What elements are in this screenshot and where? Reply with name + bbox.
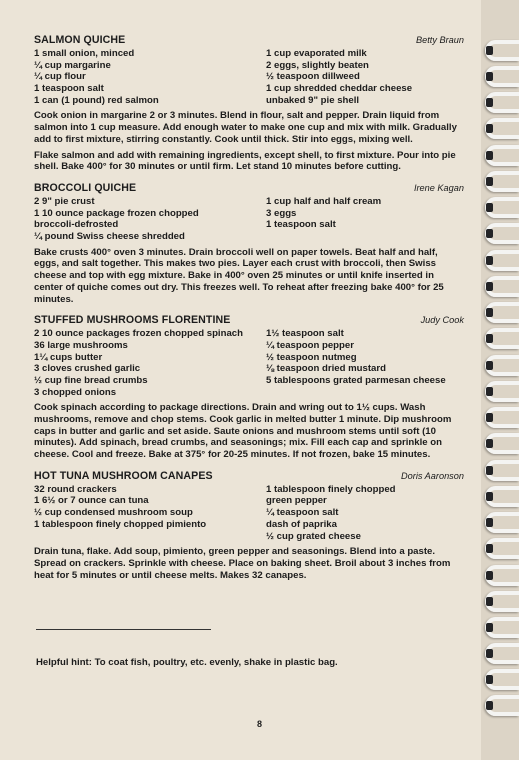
recipe-author: Betty Braun — [415, 35, 464, 45]
ingredient-item: 2 10 ounce packages frozen chopped spinach — [34, 328, 243, 340]
helpful-hint: Helpful hint: To coat fish, poultry, etc. evenly, shake in plastic bag. — [36, 657, 338, 668]
ingredient-column — [34, 328, 266, 398]
ingredient-item: 1 cup shredded cheddar cheese — [266, 83, 413, 95]
ingredient-item: 3 cloves crushed garlic — [34, 363, 141, 375]
ingredient-item: unbaked 9" pie shell — [266, 94, 360, 106]
punch-hole — [486, 413, 493, 422]
punch-hole — [486, 649, 493, 658]
punch-hole — [486, 124, 493, 133]
recipe — [34, 182, 464, 305]
recipe-author: Irene Kagan — [413, 182, 464, 193]
ingredient-item: 1¼ cups butter — [34, 351, 103, 363]
punch-hole — [486, 623, 493, 632]
punch-hole — [486, 308, 493, 317]
punch-hole — [486, 46, 493, 55]
ingredient-item: 3 chopped onions — [34, 386, 117, 398]
ingredients — [34, 328, 464, 398]
ingredient-item: broccoli-defrosted — [34, 219, 119, 231]
recipe — [34, 34, 464, 173]
binding-ring — [485, 407, 519, 428]
recipes-content — [34, 34, 464, 590]
binding-ring — [485, 328, 519, 349]
binding-ring — [485, 40, 519, 61]
punch-hole — [486, 518, 493, 527]
binding-ring — [485, 512, 519, 533]
binding-ring — [485, 250, 519, 271]
ingredient-column — [266, 48, 464, 107]
ingredients — [34, 484, 464, 543]
punch-hole — [486, 203, 493, 212]
recipe-title: SALMON QUICHE — [34, 34, 126, 46]
punch-hole — [486, 701, 493, 710]
ingredient-item: ½ cup fine bread crumbs — [34, 374, 148, 386]
punch-hole — [486, 256, 493, 265]
ingredients — [34, 48, 464, 107]
recipe-directions: Flake salmon and add with remaining ingredients, except shell, to first mixture. Pour into pie shell. Bake 400° for 30 minutes or until firm. Let stand 10 minutes before cutting. — [34, 149, 456, 173]
punch-hole — [486, 334, 493, 343]
recipe-title: STUFFED MUSHROOMS FLORENTINE — [34, 314, 231, 327]
punch-hole — [486, 675, 493, 684]
ingredient-item: ⅛ teaspoon dried mustard — [266, 363, 386, 375]
ingredient-column — [34, 196, 266, 243]
page-number: 8 — [256, 719, 262, 729]
ingredient-column — [266, 484, 464, 543]
punch-hole — [486, 597, 493, 606]
ingredient-item: 3 eggs — [266, 207, 297, 219]
binding-ring — [485, 591, 519, 612]
ingredient-item: ¼ pound Swiss cheese shredded — [34, 230, 185, 242]
ingredient-item: 1 small onion, minced — [34, 47, 135, 59]
ingredient-item: ¼ teaspoon pepper — [266, 339, 354, 351]
recipe-directions: Bake crusts 400° oven 3 minutes. Drain broccoli well on paper towels. Beat half and half, eggs, and salt together. This makes two pies. Layer each crust with broccoli, then Swiss cheese and top with egg mixture. Bake in 400° oven 25 minutes or until knife inserted in center of quiche comes out dry. This freezes well. To reheat after freezing bake 400° for 25 minutes. — [34, 246, 444, 305]
punch-hole — [486, 439, 493, 448]
ingredient-item: ½ cup grated cheese — [266, 530, 361, 542]
ingredient-item: 1 tablespoon finely chopped — [266, 483, 396, 495]
binding-ring — [485, 381, 519, 402]
binding-ring — [485, 66, 519, 87]
recipe — [34, 470, 464, 582]
ingredient-item: 1 cup evaporated milk — [266, 47, 367, 59]
punch-hole — [486, 72, 493, 81]
ingredient-item: green pepper — [266, 495, 327, 507]
binding-ring — [485, 92, 519, 113]
punch-hole — [486, 282, 493, 291]
punch-hole — [486, 98, 493, 107]
binding-ring — [485, 617, 519, 638]
binding-ring — [485, 433, 519, 454]
binding-ring — [485, 302, 519, 323]
spiral-binding — [481, 0, 519, 760]
ingredient-item: 1 teaspoon salt — [34, 83, 104, 95]
ingredient-item: 1½ teaspoon salt — [266, 328, 344, 340]
ingredient-item: ¼ cup flour — [34, 71, 86, 83]
binding-ring — [485, 460, 519, 481]
recipe-author: Doris Aaronson — [401, 470, 464, 481]
ingredients — [34, 196, 464, 243]
punch-hole — [486, 466, 493, 475]
binding-ring — [485, 565, 519, 586]
recipe-header — [34, 182, 464, 195]
ingredient-column — [266, 328, 464, 398]
ingredient-item: dash of paprika — [266, 518, 337, 530]
punch-hole — [486, 177, 493, 186]
binding-ring — [485, 276, 519, 297]
binding-ring — [485, 643, 519, 664]
punch-hole — [486, 387, 493, 396]
recipe-title: HOT TUNA MUSHROOM CANAPES — [34, 469, 213, 482]
punch-hole — [486, 492, 493, 501]
ingredient-item: 1 can (1 pound) red salmon — [34, 94, 159, 106]
ingredient-item: 36 large mushrooms — [34, 339, 128, 351]
ingredient-column — [266, 196, 464, 243]
binding-ring — [485, 695, 519, 716]
punch-hole — [486, 361, 493, 370]
ingredient-item: ¼ cup margarine — [34, 59, 111, 71]
ingredient-item: 1 teaspoon salt — [266, 219, 336, 231]
ingredient-item: ½ teaspoon dillweed — [266, 71, 360, 83]
ingredient-item: 1 10 ounce package frozen chopped — [34, 207, 199, 219]
ingredient-item: ¼ teaspoon salt — [266, 507, 339, 519]
ingredient-item: 2 9" pie crust — [34, 195, 95, 207]
ingredient-item: 32 round crackers — [34, 483, 117, 495]
binding-ring — [485, 197, 519, 218]
recipe-title: BROCCOLI QUICHE — [34, 181, 137, 194]
ingredient-item: ½ cup condensed mushroom soup — [34, 507, 193, 519]
recipe-directions: Cook onion in margarine 2 or 3 minutes. Blend in flour, salt and pepper. Drain liquid from salmon into 1 cup measure. Add enough water to make one cup and mix with milk. Gradually add to first mixture, stirring constantly. Cook until thick. Stir into eggs, mixing well. — [34, 110, 457, 145]
binding-ring — [485, 171, 519, 192]
divider-line — [36, 629, 211, 630]
ingredient-column — [34, 48, 266, 107]
ingredient-item: 1 6½ or 7 ounce can tuna — [34, 495, 149, 507]
recipe-header — [34, 470, 464, 483]
ingredient-item: 2 eggs, slightly beaten — [266, 59, 369, 71]
binding-ring — [485, 145, 519, 166]
recipe-author: Judy Cook — [420, 315, 464, 326]
ingredient-column — [34, 484, 266, 543]
ingredient-item: 1 tablespoon finely chopped pimiento — [34, 518, 207, 530]
punch-hole — [486, 151, 493, 160]
ingredient-item: 5 tablespoons grated parmesan cheese — [266, 374, 446, 386]
recipe-header — [34, 314, 464, 327]
recipe-directions: Drain tuna, flake. Add soup, pimiento, green pepper and seasonings. Blend into a paste. Spread on crackers. Sprinkle with cheese. Place on baking sheet. Broil about 3 inches from heat for 5 minutes or until cheese melts. Makes 32 canapes. — [34, 546, 451, 581]
recipe — [34, 314, 464, 461]
binding-ring — [485, 486, 519, 507]
recipe-header — [34, 34, 464, 47]
punch-hole — [486, 229, 493, 238]
binding-ring — [485, 223, 519, 244]
ingredient-item: 1 cup half and half cream — [266, 195, 382, 207]
binding-ring — [485, 118, 519, 139]
ingredient-item: ½ teaspoon nutmeg — [266, 351, 357, 363]
recipe-directions: Cook spinach according to package directions. Drain and wring out to 1½ cups. Wash mushrooms, remove and chop stems. Cook garlic in melted butter 1 minute. Dip mushroom caps in butter and garlic and set aside. Saute onions and mushroom stems until soft (10 minutes). Add spinach, bread crumbs, and seasonings; mix. Fill each cap and sprinkle on cheese. Cool and freeze. Bake at 375° for 20-25 minutes. If not frozen, bake 15 minutes. — [34, 402, 452, 461]
binding-ring — [485, 538, 519, 559]
binding-ring — [485, 355, 519, 376]
punch-hole — [486, 571, 493, 580]
punch-hole — [486, 544, 493, 553]
binding-ring — [485, 669, 519, 690]
